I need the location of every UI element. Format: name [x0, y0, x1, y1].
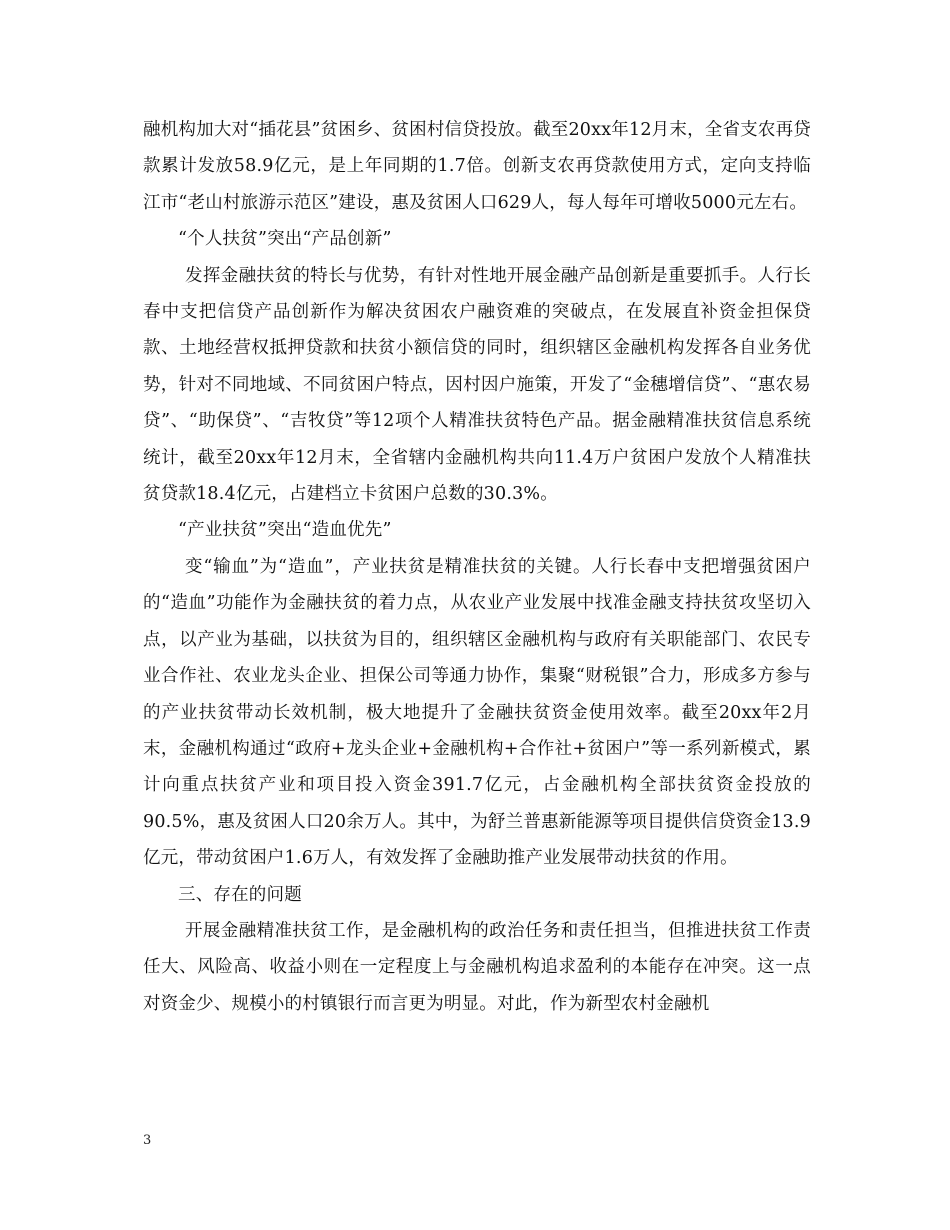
page-number: 3 [143, 1133, 152, 1148]
section-heading-existing-problems: 三、存在的问题 [178, 884, 302, 905]
section-heading-personal-poverty: “个人扶贫”突出“产品创新” [178, 229, 392, 250]
paragraph-product-innovation: 发挥金融扶贫的特长与优势，有针对性地开展金融产品创新是重要抓手。人行长春中支把信贷产品创新作为解决贫困农户融资难的突破点，在发展直补资金担保贷款、土地经营权抵押贷款和扶贫小额信贷的同时，组织辖区金融机构发挥各自业务优势，针对不同地域、不同贫困户特点，因村因户施策，开发了“金穗增信贷”、“惠农易贷”、“助保贷”、“吉牧贷”等12项个人精准扶贫特色产品。据金融精准扶贫信息系统统计，截至20xx年12月末，全省辖内金融机构共向11.4万户贫困户发放个人精准扶贫贷款18.4亿元，占建档立卡贫困户总数的30.3%。 [143, 265, 811, 505]
document-body [143, 112, 811, 1022]
paragraph-problems: 开展金融精准扶贫工作，是金融机构的政治任务和责任担当，但推进扶贫工作责任大、风险高、收益小则在一定程度上与金融机构追求盈利的本能存在冲突。这一点对资金少、规模小的村镇银行而言更为明显。对此，作为新型农村金融机 [143, 920, 811, 1014]
paragraph-continuation: 融机构加大对“插花县”贫困乡、贫困村信贷投放。截至20xx年12月末，全省支农再贷款累计发放58.9亿元，是上年同期的1.7倍。创新支农再贷款使用方式，定向支持临江市“老山村旅游示范区”建设，惠及贫困人口629人，每人每年可增收5000元左右。 [143, 120, 811, 213]
paragraph-blood-making: 变“输血”为“造血”，产业扶贫是精准扶贫的关键。人行长春中支把增强贫困户的“造血”功能作为金融扶贫的着力点，从农业产业发展中找准金融支持扶贫攻坚切入点，以产业为基础，以扶贫为目的，组织辖区金融机构与政府有关职能部门、农民专业合作社、农业龙头企业、担保公司等通力协作，集聚“财税银”合力，形成多方参与的产业扶贫带动长效机制，极大地提升了金融扶贫资金使用效率。截至20xx年2月末，金融机构通过“政府+龙头企业+金融机构+合作社+贫困户”等一系列新模式，累计向重点扶贫产业和项目投入资金391.7亿元，占金融机构全部扶贫资金投放的90.5%，惠及贫困人口20余万人。其中，为舒兰普惠新能源等项目提供信贷资金13.9亿元，带动贫困户1.6万人，有效发挥了金融助推产业发展带动扶贫的作用。 [143, 556, 811, 869]
section-heading-industry-poverty: “产业扶贫”突出“造血优先” [178, 520, 392, 541]
